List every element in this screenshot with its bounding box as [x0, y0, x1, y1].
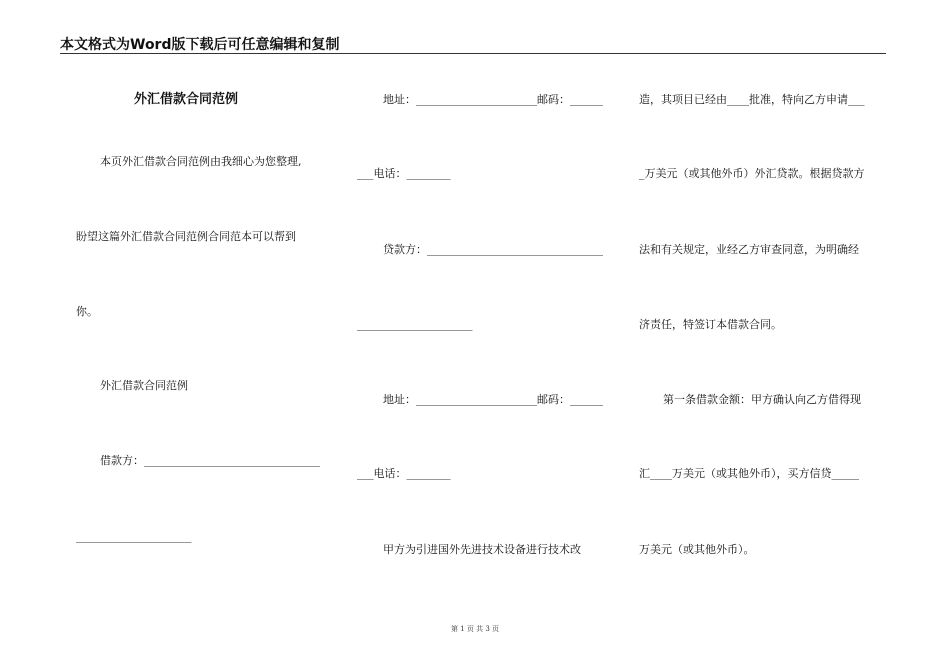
- column2-line: 甲方为引进国外先进技术设备进行技术改: [383, 543, 581, 556]
- column3-line: 法和有关规定，业经乙方审查同意，为明确经: [639, 243, 859, 256]
- column3-line: 第一条借款金额：甲方确认向乙方借得现: [663, 393, 861, 406]
- column1-line: _____________________: [76, 530, 192, 543]
- column3-line: 万美元（或其他外币）。: [639, 543, 755, 556]
- column1-line: 外汇借款合同范例: [100, 379, 188, 392]
- column1-line: 盼望这篇外汇借款合同范例合同范本可以帮到: [76, 230, 296, 243]
- column1-line: 借款方：________________________________: [100, 454, 320, 467]
- column2-line: 贷款方：________________________________: [383, 243, 603, 256]
- column2-line: 地址：______________________邮码：______: [383, 393, 603, 406]
- column1-line: 本页外汇借款合同范例由我细心为您整理,: [100, 155, 302, 168]
- column2-line: ___电话：________: [357, 467, 451, 480]
- column3-line: 济责任，特签订本借款合同。: [639, 318, 782, 331]
- column1-line: 你。: [76, 305, 98, 318]
- column2-line: _____________________: [357, 318, 473, 331]
- column2-line: 地址：______________________邮码：______: [383, 93, 603, 106]
- column2-line: ___电话：________: [357, 167, 451, 180]
- column3-line: 造，其项目已经由____批准，特向乙方申请___: [639, 93, 865, 106]
- column3-line: 汇____万美元（或其他外币），买方信贷_____: [639, 467, 859, 480]
- document-title: 外汇借款合同范例: [134, 92, 239, 107]
- header-divider: [60, 53, 886, 54]
- column3-line: _万美元（或其他外币）外汇贷款。根据贷款方: [639, 167, 865, 180]
- page-header: 本文格式为Word版下载后可任意编辑和复制: [60, 37, 340, 53]
- page-footer: 第 1 页 共 3 页: [450, 625, 500, 633]
